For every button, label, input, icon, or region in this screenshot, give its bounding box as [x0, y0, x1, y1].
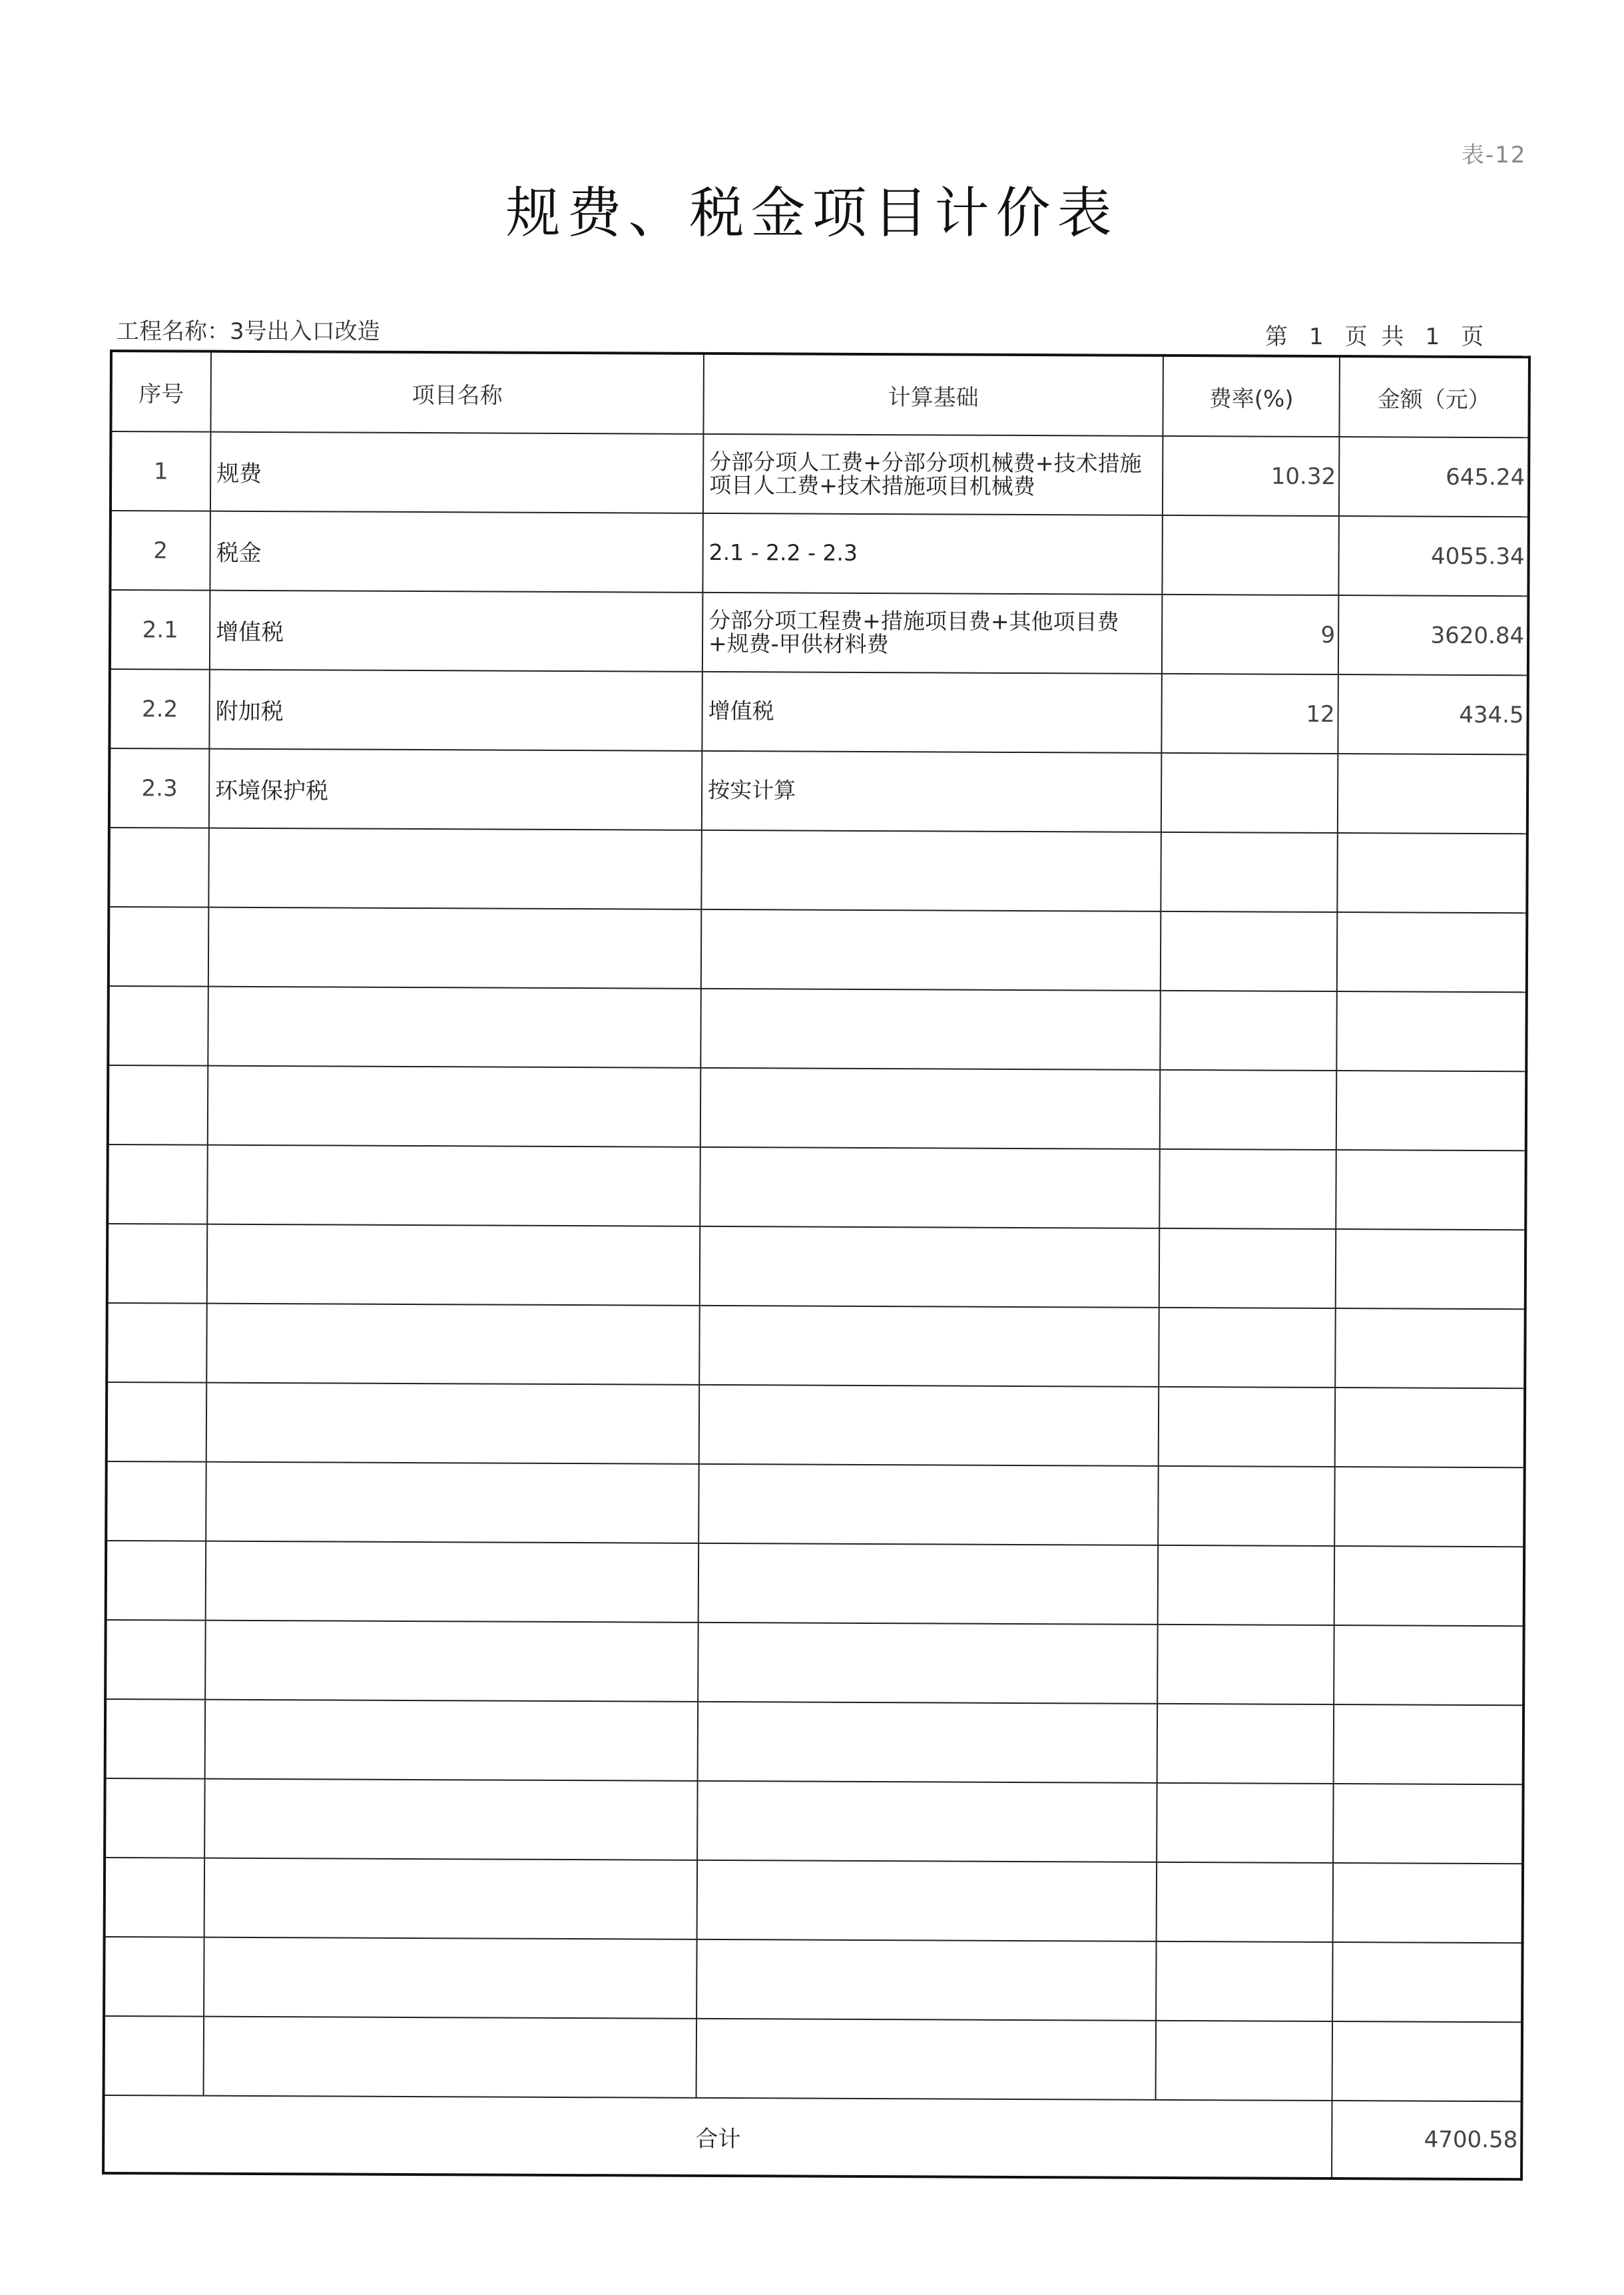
- empty-cell: [700, 989, 1161, 1070]
- fee-table-container: [102, 350, 1528, 2170]
- total-label: 合计: [103, 2095, 1332, 2178]
- row-index: 2: [110, 511, 210, 591]
- row-name: 附加税: [209, 670, 702, 751]
- page-info: [1265, 318, 1505, 351]
- empty-cell: [696, 1939, 1157, 2021]
- empty-cell: [104, 1937, 204, 2017]
- row-rate: [1162, 515, 1339, 595]
- empty-cell: [204, 2017, 697, 2098]
- empty-cell: [700, 1226, 1160, 1308]
- empty-row: [106, 1541, 1524, 1626]
- empty-cell: [206, 1383, 700, 1464]
- empty-cell: [1335, 1388, 1525, 1467]
- empty-cell: [208, 1066, 701, 1147]
- row-amount: [1338, 754, 1528, 834]
- empty-row: [109, 828, 1527, 913]
- empty-cell: [206, 1541, 699, 1623]
- row-index: 1: [111, 431, 211, 511]
- empty-cell: [1335, 1308, 1525, 1388]
- empty-cell: [105, 1858, 205, 1937]
- empty-cell: [1337, 833, 1527, 913]
- empty-cell: [1159, 1228, 1336, 1308]
- empty-cell: [696, 2019, 1157, 2100]
- empty-cell: [109, 907, 209, 987]
- row-name: 税金: [210, 511, 703, 593]
- empty-cell: [1333, 1784, 1523, 1864]
- form-code: 表-12: [1462, 142, 1527, 168]
- empty-cell: [204, 1858, 698, 1939]
- empty-cell: [1336, 991, 1527, 1071]
- empty-cell: [1336, 1071, 1527, 1150]
- empty-row: [104, 2016, 1522, 2101]
- empty-cell: [699, 1306, 1159, 1387]
- empty-cell: [701, 909, 1161, 991]
- row-amount: 3620.84: [1338, 595, 1529, 675]
- header-index: 序号: [111, 351, 211, 432]
- row-rate: 10.32: [1163, 436, 1340, 516]
- empty-cell: [697, 1860, 1157, 1941]
- row-name: 规费: [210, 432, 704, 513]
- header-amount: 金额（元）: [1339, 356, 1529, 437]
- row-index: 2.3: [109, 748, 210, 828]
- page-prefix: 第: [1265, 324, 1288, 350]
- empty-cell: [1336, 1150, 1526, 1230]
- row-amount: 434.5: [1338, 674, 1528, 754]
- row-index: 2.1: [110, 590, 210, 670]
- empty-row: [107, 1224, 1525, 1309]
- empty-row: [108, 1065, 1526, 1150]
- empty-cell: [700, 1068, 1161, 1149]
- empty-cell: [208, 828, 702, 909]
- empty-cell: [107, 1382, 207, 1462]
- row-basis: 增值税: [702, 672, 1162, 753]
- empty-cell: [1156, 1941, 1333, 2021]
- empty-row: [108, 986, 1526, 1071]
- empty-row: [107, 1303, 1525, 1388]
- empty-cell: [1157, 1704, 1334, 1784]
- header-basis: 计算基础: [703, 354, 1163, 436]
- empty-row: [106, 1461, 1524, 1547]
- row-amount: 645.24: [1339, 437, 1529, 517]
- empty-cell: [105, 1778, 205, 1858]
- empty-cell: [1159, 1308, 1336, 1388]
- page-mid: 页 共: [1344, 324, 1404, 350]
- empty-cell: [1334, 1467, 1525, 1547]
- empty-cell: [104, 2016, 204, 2096]
- empty-cell: [1161, 832, 1338, 912]
- table-row: [109, 669, 1527, 754]
- project-name: 工程名称：3号出入口改造: [117, 318, 380, 345]
- empty-cell: [1334, 1704, 1524, 1784]
- empty-cell: [1156, 2021, 1333, 2101]
- empty-cell: [1336, 1229, 1526, 1309]
- table-row: [109, 748, 1527, 834]
- empty-row: [105, 1620, 1523, 1705]
- empty-cell: [1160, 991, 1337, 1071]
- empty-cell: [1160, 1070, 1337, 1150]
- empty-cell: [205, 1700, 698, 1781]
- empty-cell: [108, 1065, 208, 1145]
- empty-cell: [698, 1464, 1159, 1545]
- row-amount: 4055.34: [1338, 516, 1529, 596]
- page-total: 1: [1425, 324, 1440, 350]
- empty-row: [105, 1699, 1523, 1784]
- empty-row: [107, 1382, 1525, 1467]
- empty-cell: [1157, 1783, 1334, 1863]
- empty-row: [105, 1778, 1523, 1864]
- header-name: 项目名称: [210, 352, 704, 434]
- empty-cell: [204, 1937, 697, 2019]
- empty-cell: [207, 1145, 700, 1226]
- empty-cell: [1158, 1545, 1335, 1625]
- page-current: 1: [1309, 324, 1324, 350]
- row-rate: [1161, 753, 1338, 833]
- fee-tax-table: [102, 350, 1531, 2180]
- empty-cell: [106, 1541, 206, 1621]
- row-rate: 9: [1162, 595, 1339, 674]
- table-row: [110, 590, 1528, 675]
- table-header-row: [111, 351, 1529, 437]
- row-basis: 分部分项人工费+分部分项机械费+技术措施项目人工费+技术措施项目机械费: [703, 434, 1163, 515]
- empty-cell: [1161, 911, 1338, 991]
- empty-cell: [206, 1462, 699, 1543]
- empty-cell: [1332, 1942, 1523, 2022]
- empty-cell: [698, 1702, 1158, 1783]
- empty-cell: [208, 907, 702, 989]
- empty-cell: [207, 1224, 700, 1306]
- page-suffix: 页: [1461, 324, 1484, 350]
- empty-cell: [106, 1461, 206, 1541]
- empty-cell: [1333, 1863, 1523, 1943]
- page-title: 规费、税金项目计价表: [505, 182, 1119, 245]
- row-name: 环境保护税: [209, 749, 702, 830]
- total-row: [103, 2095, 1521, 2179]
- empty-cell: [1334, 1625, 1524, 1705]
- empty-cell: [107, 1224, 208, 1304]
- row-index: 2.2: [109, 669, 210, 749]
- empty-cell: [109, 828, 209, 907]
- empty-cell: [105, 1699, 206, 1779]
- empty-cell: [105, 1620, 206, 1700]
- empty-cell: [204, 1779, 698, 1860]
- row-basis: 2.1 - 2.2 - 2.3: [702, 513, 1163, 595]
- row-rate: 12: [1161, 674, 1338, 754]
- empty-cell: [1157, 1862, 1334, 1942]
- empty-cell: [1157, 1625, 1334, 1704]
- empty-cell: [1337, 912, 1527, 992]
- empty-cell: [1159, 1149, 1336, 1229]
- empty-cell: [108, 986, 208, 1066]
- empty-cell: [700, 1147, 1160, 1228]
- empty-cell: [1334, 1546, 1525, 1626]
- total-amount: 4700.58: [1332, 2101, 1522, 2179]
- empty-row: [109, 907, 1527, 992]
- empty-cell: [1158, 1466, 1335, 1546]
- empty-row: [104, 1937, 1522, 2022]
- empty-row: [105, 1858, 1523, 1943]
- empty-cell: [208, 987, 701, 1068]
- empty-cell: [701, 830, 1161, 911]
- empty-cell: [698, 1623, 1158, 1704]
- empty-cell: [107, 1303, 207, 1383]
- empty-cell: [205, 1621, 698, 1702]
- empty-cell: [697, 1781, 1157, 1862]
- empty-cell: [107, 1145, 208, 1224]
- empty-cell: [1332, 2021, 1523, 2101]
- row-basis: 分部分项工程费+措施项目费+其他项目费+规费-甲供材料费: [702, 593, 1163, 674]
- table-row: [110, 511, 1528, 596]
- empty-cell: [699, 1385, 1159, 1466]
- row-name: 增值税: [210, 591, 703, 672]
- row-basis: 按实计算: [702, 751, 1162, 832]
- empty-row: [107, 1145, 1525, 1230]
- empty-cell: [698, 1543, 1159, 1625]
- empty-cell: [206, 1304, 700, 1385]
- empty-cell: [1159, 1387, 1336, 1467]
- table-row: [111, 431, 1529, 517]
- header-rate: 费率(%): [1163, 356, 1340, 437]
